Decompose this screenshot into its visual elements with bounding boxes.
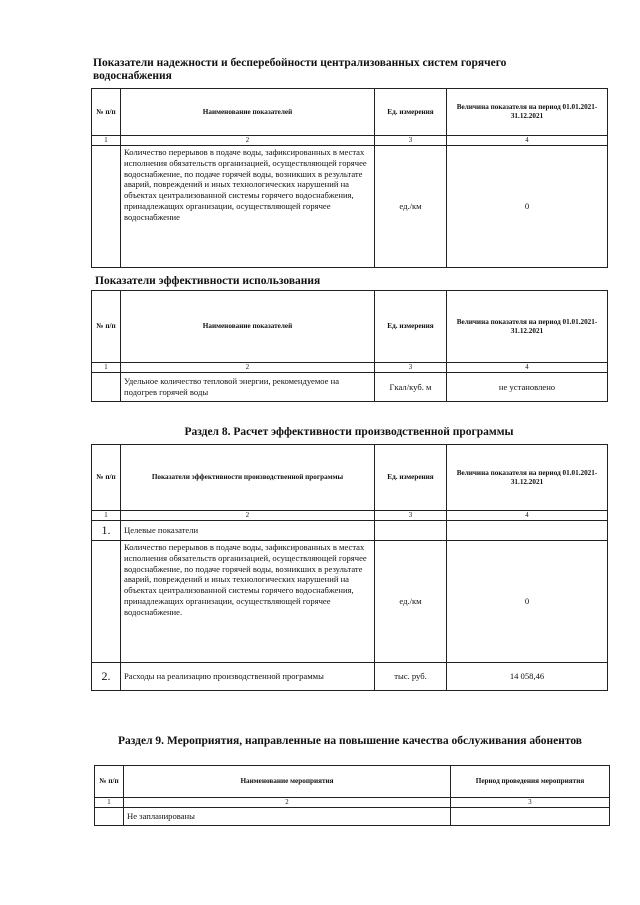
header-name: Наименование показателей — [121, 291, 375, 363]
row-num: 1. — [92, 521, 121, 541]
row-value — [447, 521, 608, 541]
row-unit: Гкал/куб. м — [375, 373, 447, 402]
table-header-row — [92, 89, 608, 136]
column-number-row — [92, 511, 608, 521]
col-number: 3 — [451, 798, 610, 808]
col-number: 1 — [92, 511, 121, 521]
row-value: 0 — [447, 146, 608, 268]
col-number: 3 — [375, 136, 447, 146]
row-unit — [375, 521, 447, 541]
header-name: Показатели эффективности производственной программы — [121, 445, 375, 511]
row-name: Количество перерывов в подаче воды, зафиксированных в местах исполнения обязательств организацией, осуществляющей горячее водоснабжение, по подаче горячей воды, возникших в результате аварий, повреждений и иных технологических нарушений на объектах централизованной системы горячего водоснабжения, принадлежащих организации, осуществляющей горячее водоснабжение. — [121, 541, 375, 663]
col-number: 3 — [375, 511, 447, 521]
header-unit: Ед. измерения — [375, 445, 447, 511]
table-row — [92, 373, 608, 402]
row-num: 2. — [92, 663, 121, 691]
table-header-row — [95, 766, 610, 798]
row-period — [451, 808, 610, 826]
row-num — [92, 373, 121, 402]
section-efficiency-title: Показатели эффективности использования — [95, 275, 321, 287]
row-num — [95, 808, 124, 826]
section8-title: Раздел 8. Расчет эффективности производственной программы — [184, 426, 514, 438]
column-number-row — [95, 798, 610, 808]
row-num — [92, 541, 121, 663]
header-unit: Ед. измерения — [375, 291, 447, 363]
section-reliability-title: Показатели надежности и бесперебойности централизованных систем горячего водоснабжения — [93, 57, 507, 82]
column-number-row — [92, 363, 608, 373]
table-header-row — [92, 445, 608, 511]
header-period: Период проведения мероприятия — [451, 766, 610, 798]
col-number: 1 — [92, 363, 121, 373]
section9-title: Раздел 9. Мероприятия, направленные на повышение качества обслуживания абонентов — [117, 735, 582, 747]
table-row — [92, 663, 608, 691]
header-num: № п/п — [92, 291, 121, 363]
row-value: не установлено — [447, 373, 608, 402]
table-header-row — [92, 291, 608, 363]
col-number: 4 — [447, 136, 608, 146]
header-name: Наименование мероприятия — [124, 766, 451, 798]
row-num — [92, 146, 121, 268]
row-unit: ед./км — [375, 541, 447, 663]
table-row — [92, 541, 608, 663]
header-num: № п/п — [92, 89, 121, 136]
col-number: 2 — [121, 136, 375, 146]
row-name: Расходы на реализацию производственной программы — [121, 663, 375, 691]
row-name: Удельное количество тепловой энергии, рекомендуемое на подогрев горячей воды — [121, 373, 375, 402]
col-number: 1 — [92, 136, 121, 146]
col-number: 4 — [447, 363, 608, 373]
col-number: 2 — [124, 798, 451, 808]
table-row — [92, 521, 608, 541]
section9-table — [94, 765, 610, 826]
col-number: 2 — [121, 363, 375, 373]
table-row — [95, 808, 610, 826]
row-unit: ед./км — [375, 146, 447, 268]
efficiency-table — [91, 290, 608, 402]
col-number: 2 — [121, 511, 375, 521]
header-value: Величина показателя на период 01.01.2021-31.12.2021 — [447, 291, 608, 363]
header-num: № п/п — [95, 766, 124, 798]
header-value: Величина показателя на период 01.01.2021-31.12.2021 — [447, 445, 608, 511]
column-number-row — [92, 136, 608, 146]
col-number: 3 — [375, 363, 447, 373]
header-name: Наименование показателей — [121, 89, 375, 136]
row-value: 14 058,46 — [447, 663, 608, 691]
col-number: 4 — [447, 511, 608, 521]
row-name: Целевые показатели — [121, 521, 375, 541]
row-unit: тыс. руб. — [375, 663, 447, 691]
row-value: 0 — [447, 541, 608, 663]
section8-table — [91, 444, 608, 691]
table-row — [92, 146, 608, 268]
row-name: Не запланированы — [124, 808, 451, 826]
row-name: Количество перерывов в подаче воды, зафиксированных в местах исполнения обязательств организацией, осуществляющей горячее водоснабжение, по подаче горячей воды, возникших в результате аварий, повреждений и иных технологических нарушений на объектах централизованной системы горячего водоснабжения, принадлежащих организации, осуществляющей горячее водоснабжение — [121, 146, 375, 268]
reliability-table — [91, 88, 608, 268]
header-num: № п/п — [92, 445, 121, 511]
col-number: 1 — [95, 798, 124, 808]
header-unit: Ед. измерения — [375, 89, 447, 136]
header-value: Величина показателя на период 01.01.2021-31.12.2021 — [447, 89, 608, 136]
